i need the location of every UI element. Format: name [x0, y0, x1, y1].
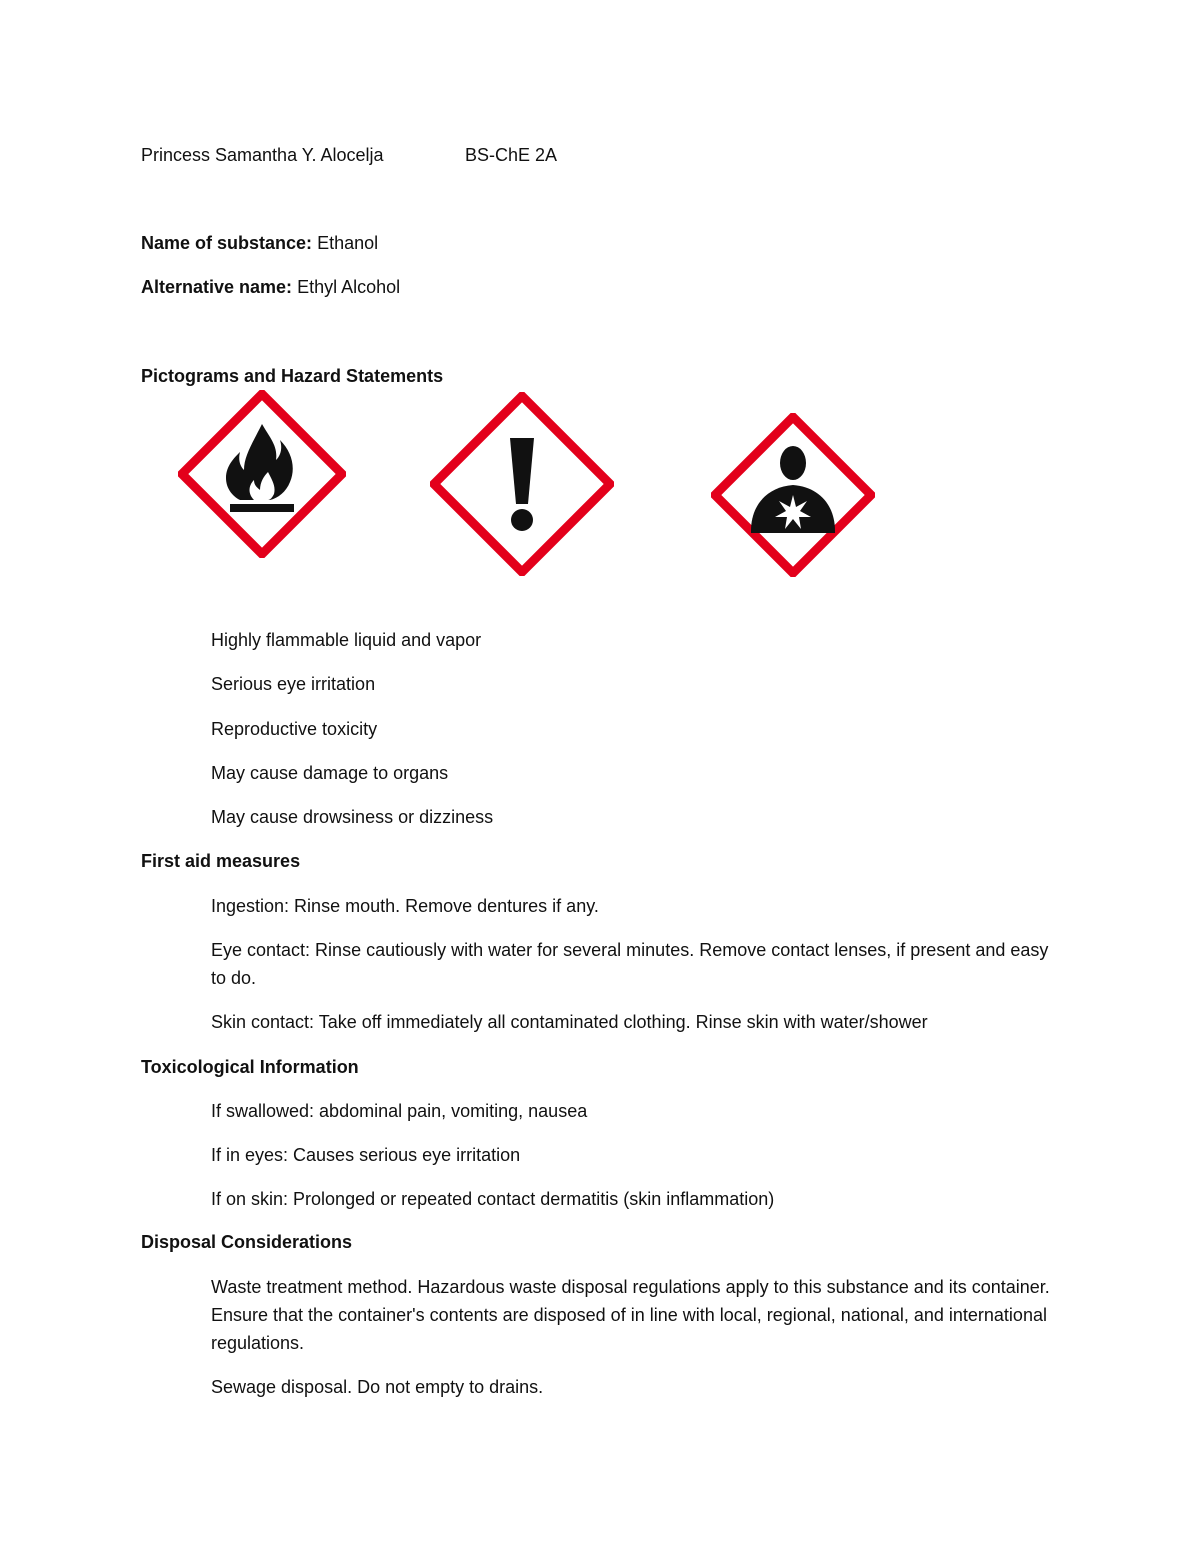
disposal-item: Sewage disposal. Do not empty to drains. — [211, 1377, 544, 1397]
first-aid-heading: First aid measures — [141, 851, 301, 871]
toxicology-item: If swallowed: abdominal pain, vomiting, nausea — [211, 1101, 588, 1121]
hazard-statement: May cause drowsiness or dizziness — [211, 807, 494, 827]
substance-name-row — [141, 229, 378, 257]
hazard-statement: Serious eye irritation — [211, 674, 376, 694]
pictograms-heading: Pictograms and Hazard Statements — [141, 366, 444, 386]
hazard-statement: May cause damage to organs — [211, 763, 449, 783]
substance-name-value: Ethanol — [317, 233, 379, 253]
hazard-statement: Reproductive toxicity — [211, 719, 378, 739]
hazard-statement: Highly flammable liquid and vapor — [211, 630, 482, 650]
alternative-name-label: Alternative name: — [141, 277, 293, 297]
first-aid-item: Skin contact: Take off immediately all contaminated clothing. Rinse skin with water/shower — [211, 1012, 928, 1032]
flame-icon — [178, 390, 346, 558]
toxicology-item: If on skin: Prolonged or repeated contact dermatitis (skin inflammation) — [211, 1189, 775, 1209]
alternative-name-row — [141, 273, 400, 301]
first-aid-item: Eye contact: Rinse cautiously with water for several minutes. Remove contact lenses, if present and easy to do. — [211, 940, 1049, 988]
alternative-name-value: Ethyl Alcohol — [297, 277, 401, 297]
first-aid-item: Ingestion: Rinse mouth. Remove dentures if any. — [211, 896, 599, 916]
author-name: Princess Samantha Y. Alocelja — [141, 145, 384, 165]
health-hazard-icon — [711, 413, 875, 577]
toxicological-heading: Toxicological Information — [141, 1057, 359, 1077]
exclamation-mark-icon — [430, 392, 614, 576]
toxicology-item: If in eyes: Causes serious eye irritation — [211, 1145, 521, 1165]
disposal-item: Waste treatment method. Hazardous waste disposal regulations apply to this substance and its container. Ensure that the container's contents are disposed of in line with local, regional, national, and international regulations. — [211, 1277, 1050, 1353]
disposal-heading: Disposal Considerations — [141, 1232, 353, 1252]
course-code: BS-ChE 2A — [465, 145, 558, 165]
substance-name-label: Name of substance: — [141, 233, 313, 253]
